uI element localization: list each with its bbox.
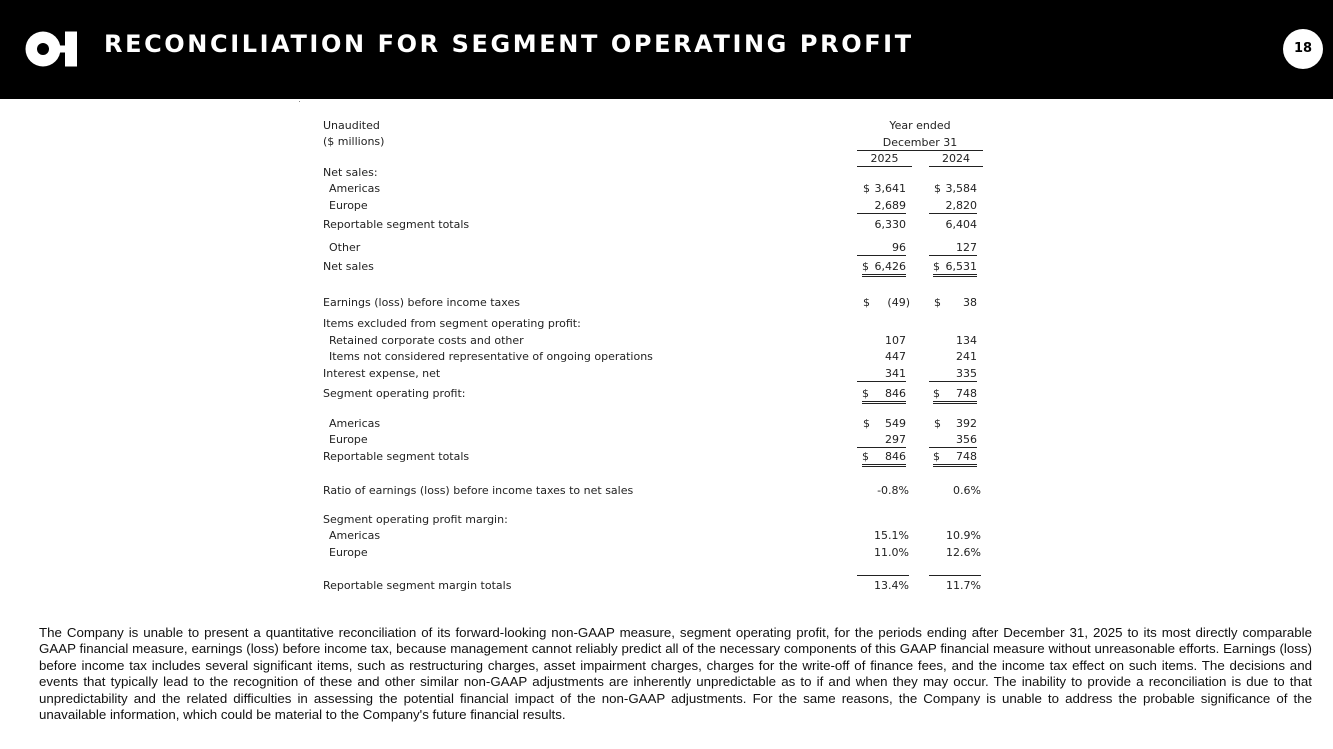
currency-symbol: $ — [933, 450, 940, 463]
value-2025: 107 — [885, 334, 906, 347]
row-label: Americas — [329, 417, 381, 430]
sop-2024-cell — [933, 387, 977, 404]
value-2025: 6,426 — [874, 260, 906, 273]
value-2025: 341 — [857, 367, 906, 382]
units-label: ($ millions) — [323, 135, 385, 148]
section-header: Segment operating profit margin: — [323, 513, 508, 526]
value-2024: 0.6% — [953, 484, 981, 497]
net-sales-2025-cell — [862, 260, 906, 277]
row-label: Europe — [329, 546, 368, 559]
unaudited-label: Unaudited — [323, 119, 380, 132]
value-2025: 13.4% — [857, 575, 909, 593]
value-2025: 96 — [857, 241, 906, 256]
value-2025: 3,641 — [874, 182, 906, 195]
value-2024: 3,584 — [945, 182, 977, 195]
footnote-paragraph: The Company is unable to present a quantitative reconciliation of its forward-looking non-GAAP measure, segment operating profit, for the periods ending after December 31, 2025 to its most directly comparable GAAP financial measure, earnings (loss) before income tax, because management cannot reliably predict all of the necessary components of this GAAP financial measure without unreasonable efforts. Earnings (loss) before income tax includes several significant items, such as restructuring charges, asset impairment charges, charges for the write-off of finance fees, and the income tax effect on such items. The decisions and events that typically lead to the recognition of these and other similar non-GAAP adjustments are inherently unpredictable as to if and when they may occur. The inability to provide a reconciliation is due to that unpredictability and the related difficulties in assessing the potential financial impact of the non-GAAP adjustments. For the same reasons, the Company is unable to address the probable significance of the unavailable information, which could be material to the Company's future financial results. — [39, 625, 1312, 723]
value-2025: 2,689 — [857, 199, 906, 214]
value-2024: 335 — [929, 367, 977, 382]
value-2024: 6,531 — [945, 260, 977, 273]
currency-symbol: $ — [862, 260, 869, 273]
value-2024: 11.7% — [929, 575, 981, 593]
value-2025: (49) — [887, 296, 910, 309]
currency-symbol: $ — [934, 296, 941, 309]
section-header: Net sales: — [323, 166, 378, 179]
row-label: Ratio of earnings (loss) before income taxes to net sales — [323, 484, 634, 497]
currency-symbol: $ — [862, 387, 869, 400]
currency-symbol: $ — [863, 296, 870, 309]
value-2025: 15.1% — [874, 529, 909, 542]
currency-symbol: $ — [862, 450, 869, 463]
sop-totals-2025-cell — [862, 450, 906, 467]
row-label: Europe — [329, 433, 368, 446]
value-2025: 297 — [857, 433, 906, 448]
currency-symbol: $ — [863, 417, 870, 430]
row-label: Earnings (loss) before income taxes — [323, 296, 520, 309]
value-2024: 38 — [963, 296, 977, 309]
value-2024: 241 — [956, 350, 977, 363]
value-2025: 846 — [885, 387, 906, 400]
value-2024: 10.9% — [946, 529, 981, 542]
section-header: Items excluded from segment operating profit: — [323, 317, 581, 330]
row-label: Segment operating profit: — [323, 387, 466, 400]
value-2024: 748 — [956, 450, 977, 463]
value-2024: 127 — [929, 241, 977, 256]
sop-2025-cell — [862, 387, 906, 404]
row-label: Americas — [329, 529, 381, 542]
row-label: Interest expense, net — [323, 367, 441, 380]
period-date: December 31 — [857, 136, 983, 151]
currency-symbol: $ — [934, 182, 941, 195]
value-2024: 356 — [929, 433, 977, 448]
row-label: Retained corporate costs and other — [329, 334, 524, 347]
value-2025: -0.8% — [877, 484, 909, 497]
currency-symbol: $ — [863, 182, 870, 195]
value-2025: 447 — [885, 350, 906, 363]
sop-totals-2024-cell — [933, 450, 977, 467]
page-title: RECONCILIATION FOR SEGMENT OPERATING PROFIT — [104, 30, 914, 58]
row-label: Items not considered representative of ongoing operations — [329, 350, 653, 363]
value-2025: 11.0% — [874, 546, 909, 559]
row-label: Net sales — [323, 260, 374, 273]
currency-symbol: $ — [933, 260, 940, 273]
row-label: Reportable segment margin totals — [323, 579, 512, 592]
value-2025: 846 — [885, 450, 906, 463]
currency-symbol: $ — [933, 387, 940, 400]
value-2024: 12.6% — [946, 546, 981, 559]
row-label: Reportable segment totals — [323, 450, 470, 463]
value-2024: 2,820 — [929, 199, 977, 214]
value-2024: 6,404 — [945, 218, 977, 231]
row-label: Reportable segment totals — [323, 218, 470, 231]
row-label: Europe — [329, 199, 368, 212]
row-label: Americas — [329, 182, 381, 195]
value-2024: 392 — [956, 417, 977, 430]
net-sales-2024-cell — [933, 260, 977, 277]
row-label: Other — [329, 241, 361, 254]
period-label: Year ended — [889, 119, 951, 132]
column-header-2025: 2025 — [857, 152, 912, 167]
value-2025: 6,330 — [874, 218, 906, 231]
column-header-2024: 2024 — [929, 152, 983, 167]
value-2025: 549 — [885, 417, 906, 430]
currency-symbol: $ — [934, 417, 941, 430]
value-2024: 134 — [956, 334, 977, 347]
value-2024: 748 — [956, 387, 977, 400]
page-number-badge: 18 — [1283, 29, 1323, 69]
